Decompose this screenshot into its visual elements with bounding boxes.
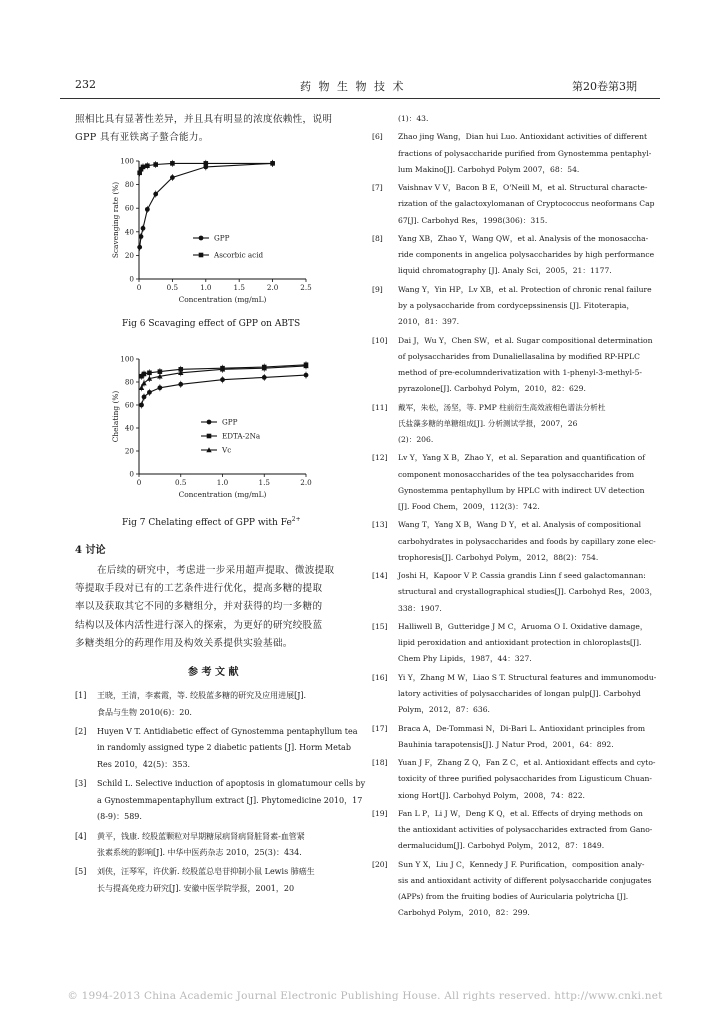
x-tick-label: 2.0 (266, 283, 279, 292)
reference-line: structural and crystallographical studies[J]. Carbohyd Res，2003， (398, 587, 658, 597)
reference-line: Chem Phy Lipids，1987，44：327. (398, 654, 532, 664)
y-tick-label: 60 (124, 203, 134, 213)
reference-text (398, 619, 647, 668)
reference-line: 王晓，王清，李素霞，等. 绞股蓝多糖的研究及应用进展[J]. (97, 691, 307, 700)
fig6-chart (105, 153, 330, 308)
discussion-line: 结构以及体内活性进行深入的探索，为更好的研究绞股蓝 (75, 619, 323, 631)
reference-line: (2)：206. (398, 435, 434, 444)
reference-line: ride components in angelica polysaccharides by high performance (398, 250, 655, 260)
reference-number: [5] (75, 867, 87, 877)
y-axis-label: Scavenging rate (%) (111, 181, 120, 259)
reference-number: [19] (372, 809, 388, 818)
reference-line: Dai J，Wu Y，Chen SW，et al. Sugar compositional determination (398, 335, 653, 345)
y-tick-label: 0 (129, 469, 134, 479)
reference-line: toxicity of three purified polysaccharides from Ligusticum Chuan- (398, 774, 652, 784)
reference-number: [20] (372, 859, 388, 869)
reference-text (398, 755, 656, 804)
reference-text (97, 776, 365, 826)
reference-text (97, 864, 315, 897)
fig6-caption: Fig 6 Scavaging effect of GPP on ABTS (122, 319, 301, 329)
reference-line: a Gynostemmapentaphyllum extract [J]. Phytomedicine 2010，17 (97, 795, 363, 805)
reference-line: of polysaccharides from Dunaliellasalina by modified RP-HPLC (398, 351, 640, 361)
reference-line: Wang Y，Yin HP，Lv XB，et al. Protection of chronic renal failure (398, 284, 652, 294)
reference-line: lum Makino[J]. Carbohyd Polym 2007，68：54. (398, 164, 580, 174)
reference-line: the antioxidant activities of polysaccharides extracted from Gano- (398, 825, 653, 835)
reference-line: component monosaccharides of the tea polysaccharides from (398, 469, 635, 479)
reference-line: 2010，81：397. (398, 317, 460, 327)
reference-text (398, 333, 653, 398)
discussion-body (75, 562, 365, 653)
series-line-gpp (140, 163, 273, 247)
reference-line: by a polysaccharide from cordycepssinensis [J]. Fitoterapia， (398, 301, 635, 310)
x-tick-label: 0 (136, 283, 142, 292)
y-tick-label: 20 (124, 446, 134, 456)
reference-text (398, 721, 645, 753)
reference-line: Fan L P，Li J W，Deng K Q，et al. Effects of drying methods on (398, 809, 643, 818)
reference-line: Schild L. Selective induction of apoptosis in glomatumour cells by (97, 779, 366, 789)
reference-number: [2] (75, 726, 87, 736)
intro-line: GPP 具有亚铁离子螯合能力。 (75, 132, 209, 144)
reference-number: [8] (372, 234, 383, 243)
reference-number: [18] (372, 758, 388, 768)
reference-line: carbohydrates in polysaccharides and foods by capillary zone elec- (398, 536, 656, 546)
reference-line: latory activities of polysaccharides of longan pulp[J]. Carbohyd (398, 689, 641, 698)
page-number: 232 (75, 78, 96, 91)
x-tick-label: 1.5 (233, 283, 245, 292)
intro-text (75, 111, 332, 147)
reference-number: [12] (372, 453, 388, 463)
reference-line: trophoresis[J]. Carbohyd Polym，2012，88(2)：754. (398, 552, 599, 562)
reference-text (398, 806, 652, 855)
x-tick-label: 1.0 (200, 283, 212, 292)
discussion-line: 多糖类组分的药理作用及构效关系提供实验基础。 (75, 637, 293, 649)
legend-label: EDTA-2Na (222, 431, 261, 441)
y-tick-label: 100 (120, 156, 134, 166)
fig7-caption-superscript: 2+ (291, 516, 301, 523)
issue-label: 第20卷第3期 (572, 80, 637, 93)
x-axis-label: Concentration (mg/mL) (178, 490, 267, 499)
reference-line: Carbohyd Polym，2010，82：299. (398, 908, 530, 918)
fig7-chart (105, 352, 330, 502)
reference-line: Lv Y，Yang X B，Zhao Y，et al. Separation and quantification of (398, 453, 646, 463)
reference-line: dermalucidum[J]. Carbohyd Polym，2012，87：1849. (398, 841, 605, 851)
y-tick-label: 0 (129, 274, 134, 284)
legend-label: Ascorbic acid (214, 250, 264, 260)
header-rule (60, 98, 660, 99)
legend-marker (199, 236, 204, 241)
reference-line: xiong Hort[J]. Carbohyd Polym，2008，74：822. (398, 790, 585, 800)
y-tick-label: 80 (124, 180, 134, 190)
reference-line: Halliwell B，Gutteridge J M C，Aruoma O I. Oxidative damage， (398, 622, 648, 631)
x-tick-label: 2.5 (300, 283, 312, 292)
reference-number: [3] (75, 779, 87, 789)
legend-label: Vc (222, 445, 232, 455)
y-tick-label: 40 (124, 423, 134, 433)
reference-line: rization of the galactoxylomanan of Cryptococcus neoformans Cap (398, 199, 655, 209)
reference-line: Joshi H，Kapoor V P. Cassia grandis Linn f seed galactomannan: (398, 571, 646, 581)
reference-text (398, 517, 656, 566)
x-tick-label: 1.0 (216, 478, 229, 487)
y-tick-label: 100 (120, 354, 134, 364)
reference-text (398, 400, 605, 449)
discussion-line: 等提取手段对已有的工艺条件进行优化，提高多糖的提取 (75, 583, 323, 595)
reference-line: fractions of polysaccharide purified from Gynostemma pentaphyl- (398, 148, 652, 158)
reference-text (97, 724, 357, 774)
reference-text (398, 857, 652, 922)
reference-number: [10] (372, 335, 388, 345)
reference-number: [4] (75, 831, 87, 841)
reference-line: 刘侠，汪琴军，许伏新. 绞股蓝总皂苷抑制小鼠 Lewis 肺癌生 (97, 867, 315, 877)
journal-title: 药 物 生 物 技 术 (300, 80, 406, 93)
x-axis-label: Concentration (mg/mL) (178, 295, 267, 304)
reference-line: 戴军，朱松，汤坚，等. PMP 柱前衍生高效液相色谱法分析杜 (398, 402, 606, 412)
reference-line: Gynostemma pentaphyllum by HPLC with indirect UV detection (398, 485, 645, 495)
reference-line: 食品与生物 2010(6)：20. (97, 707, 192, 717)
reference-line: Vaishnav V V，Bacon B E，O'Neill M，et al. Structural characte- (398, 183, 648, 193)
reference-line: in randomly assigned type 2 diabetic patients [J]. Horm Metab (97, 743, 351, 753)
reference-line: lipid peroxidation and antioxidant protection in chloroplasts[J]. (398, 638, 642, 648)
reference-number: [13] (372, 520, 388, 530)
intro-line: 照相比具有显著性差异，并且具有明显的浓度依赖性，说明 (75, 114, 333, 125)
reference-line: Wang T，Yang X B，Wang D Y，et al. Analysis of compositional (398, 520, 642, 530)
reference-line: 黄平，钱康. 绞股蓝颗粒对早期糖尿病肾病肾脏肾素-血管紧 (97, 831, 305, 841)
reference-line: Sun Y X，Liu J C，Kennedy J F. Purification，composition analy- (398, 859, 645, 869)
reference-text (398, 231, 654, 280)
reference-line: Braca A，De-Tommasi N，Di-Bari L. Antioxidant principles from (398, 723, 646, 733)
reference-line: Bauhinia tarapotensis[J]. J Natur Prod，2001，64：892. (398, 739, 614, 749)
legend-marker (207, 434, 212, 439)
reference-number: [16] (372, 672, 388, 682)
discussion-heading: 4 讨论 (75, 545, 106, 556)
reference-line: Res 2010，42(5)：353. (97, 759, 191, 769)
reference-line: pyrazolone[J]. Carbohyd Polym，2010，82：629. (398, 384, 586, 394)
reference-line: Yang XB，Zhao Y，Wang QW，et al. Analysis of the monosaccha- (398, 234, 649, 243)
reference-number: [9] (372, 284, 383, 294)
reference-line: (APPs) from the fruiting bodies of Auricularia polytricha [J]. (398, 892, 629, 902)
fig7-caption-text: Fig 7 Chelating effect of GPP with Fe (122, 518, 292, 528)
x-tick-label: 2.0 (300, 478, 312, 487)
reference-line: (1)：43. (398, 114, 429, 123)
reference-line: 338：1907. (398, 603, 442, 613)
reference-line: Yuan J F，Zhang Z Q，Fan Z C，et al. Antioxidant effects and cyto- (398, 758, 656, 768)
y-tick-label: 80 (124, 377, 134, 387)
discussion-line: 率以及获取其它不同的多糖组分，并对获得的均一多糖的 (75, 601, 323, 613)
x-tick-label: 1.5 (258, 478, 270, 487)
y-tick-label: 20 (124, 250, 134, 260)
x-tick-label: 0.5 (175, 478, 187, 487)
reference-text (398, 180, 654, 229)
reference-number: [11] (372, 402, 388, 412)
reference-line: 67[J]. Carbohyd Res，1998(306)：315. (398, 215, 548, 225)
reference-line: Yi Y，Zhang M W，Liao S T. Structural features and immunomodu- (398, 672, 657, 682)
reference-line: sis and antioxidant activity of different polysaccharide conjugates (398, 876, 652, 885)
reference-number: [15] (372, 622, 388, 631)
reference-number: [6] (372, 132, 383, 142)
reference-text (398, 568, 657, 617)
reference-number: [7] (372, 183, 383, 193)
reference-text (398, 670, 656, 719)
reference-text (398, 111, 428, 127)
discussion-line: 在后续的研究中，考虑进一步采用超声提取、微波提取 (97, 565, 335, 576)
reference-line: Polym，2012，87：636. (398, 705, 490, 715)
y-tick-label: 40 (124, 227, 134, 237)
legend-label: GPP (214, 233, 230, 243)
reference-line: (8-9)：589. (97, 812, 142, 822)
y-tick-label: 60 (124, 400, 134, 410)
reference-line: 长与提高免疫力研究[J]. 安徽中医学院学报，2001，20 (97, 883, 295, 893)
y-axis-label: Chelating (%) (111, 390, 120, 443)
reference-text (97, 829, 305, 862)
legend-marker (207, 420, 212, 425)
copyright-footer: © 1994-2013 China Academic Journal Electronic Publishing House. All rights reserved. http://www.cnki.net (67, 990, 663, 1002)
x-tick-label: 0.5 (166, 283, 179, 292)
reference-text (398, 282, 652, 331)
reference-line: 张素系统的影响[J]. 中华中医药杂志 2010，25(3)：434. (97, 848, 302, 858)
reference-line: 氏盐藻多糖的单糖组成[J]. 分析测试学报，2007，26 (398, 418, 578, 428)
reference-line: method of pre-ecolumnderivatization with 1-phenyl-3-methyl-5- (398, 368, 642, 377)
reference-number: [1] (75, 691, 87, 700)
reference-line: liquid chromatography [J]. Analy Sci，2005，21：1177. (398, 266, 612, 276)
reference-line: Huyen V T. Antidiabetic effect of Gynostemma pentaphyllum tea (97, 726, 358, 736)
reference-line: Zhao jing Wang，Dian hui Luo. Antioxidant activities of different (398, 132, 648, 142)
reference-number: [17] (372, 723, 388, 733)
fig7-caption (122, 516, 301, 528)
x-tick-label: 0 (136, 478, 142, 487)
reference-text (398, 129, 651, 178)
legend-marker (199, 253, 204, 258)
reference-text (398, 450, 645, 515)
reference-text (97, 688, 306, 721)
reference-line: [J]. Food Chem，2009，112(3)：742. (398, 502, 540, 511)
references-title: 参 考 文 献 (188, 667, 239, 678)
legend-label: GPP (222, 417, 238, 427)
reference-number: [14] (372, 571, 388, 581)
